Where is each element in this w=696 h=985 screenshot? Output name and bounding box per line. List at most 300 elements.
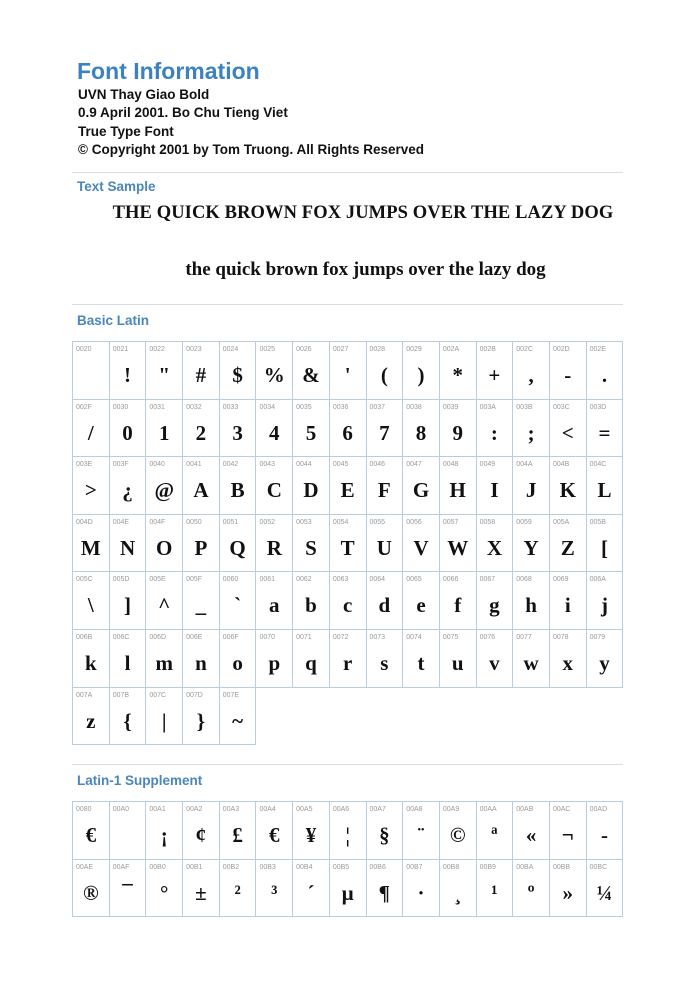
codepoint-label: 0080 — [76, 806, 92, 813]
codepoint-label: 00B6 — [369, 863, 386, 871]
glyph-cell — [477, 400, 514, 458]
glyph: - — [564, 363, 572, 387]
codepoint-label: 003A — [479, 403, 496, 411]
glyph: ° — [160, 880, 169, 905]
glyph: ± — [195, 880, 207, 905]
codepoint-label: 00AA — [479, 806, 497, 813]
divider — [72, 172, 623, 173]
glyph-cell — [440, 860, 477, 918]
glyph-cell — [330, 802, 367, 860]
glyph: ¸ — [454, 880, 462, 905]
codepoint-label: 0031 — [149, 403, 165, 411]
codepoint-label: 002E — [589, 346, 606, 353]
glyph-cell — [477, 342, 514, 400]
sample-uppercase: THE QUICK BROWN FOX JUMPS OVER THE LAZY DOG — [112, 203, 614, 223]
glyph: 8 — [415, 420, 427, 445]
codepoint-label: 0078 — [552, 633, 569, 641]
glyph-cell — [587, 342, 624, 400]
section-title-basic-latin: Basic Latin — [77, 313, 150, 328]
glyph: 7 — [379, 420, 390, 445]
codepoint-label: 0046 — [369, 461, 386, 469]
codepoint-label: 0069 — [552, 576, 569, 584]
codepoint-label: 006D — [149, 633, 167, 641]
glyph: " — [158, 363, 171, 387]
glyph-cell — [110, 688, 147, 746]
glyph-cell — [587, 802, 624, 860]
glyph-cell — [146, 457, 183, 515]
glyph: > — [84, 478, 97, 503]
codepoint-label: 005B — [589, 518, 606, 526]
glyph: E — [340, 478, 355, 503]
glyph: w — [523, 650, 539, 675]
codepoint-label: 0028 — [369, 346, 386, 353]
glyph-cell — [73, 572, 110, 630]
glyph: 4 — [269, 420, 280, 445]
glyph-cell — [587, 572, 624, 630]
glyph: L — [597, 478, 612, 503]
glyph-cell — [220, 688, 257, 746]
glyph: ³ — [271, 880, 278, 905]
glyph-cell — [183, 342, 220, 400]
glyph: · — [417, 880, 425, 905]
glyph: . — [601, 363, 608, 387]
glyph: O — [156, 535, 173, 560]
glyph: V — [413, 535, 429, 560]
codepoint-label: 0064 — [369, 576, 386, 584]
glyph: r — [342, 650, 353, 675]
glyph-cell — [73, 515, 110, 573]
codepoint-label: 002A — [442, 346, 460, 353]
glyph: u — [451, 650, 464, 675]
sample-lowercase: the quick brown fox jumps over the lazy dog — [185, 259, 546, 280]
codepoint-label: 0059 — [516, 518, 532, 526]
glyph: c — [342, 593, 353, 618]
glyph-cell — [477, 515, 514, 573]
codepoint-label: 003E — [76, 461, 93, 469]
codepoint-label: 0047 — [406, 461, 422, 469]
glyph-cell — [256, 630, 293, 688]
font-type: True Type Font — [78, 124, 174, 139]
glyph-cell — [367, 400, 404, 458]
glyph: 6 — [342, 420, 353, 445]
glyph: i — [564, 593, 571, 618]
codepoint-label: 0036 — [332, 403, 349, 411]
glyph-cell — [73, 400, 110, 458]
glyph-cell — [403, 572, 440, 630]
codepoint-label: 0054 — [332, 518, 349, 526]
glyph-cell — [477, 630, 514, 688]
codepoint-label: 0020 — [76, 346, 92, 353]
glyph: ¦ — [345, 823, 350, 847]
glyph: ( — [380, 363, 388, 387]
glyph-cell — [110, 860, 147, 918]
codepoint-label: 0067 — [479, 576, 496, 584]
glyph: p — [268, 650, 281, 675]
codepoint-label: 00B7 — [406, 863, 423, 871]
glyph: ² — [234, 880, 241, 905]
glyph: 5 — [305, 420, 317, 445]
glyph: ! — [124, 363, 132, 387]
codepoint-label: 002F — [76, 403, 92, 411]
codepoint-label: 0075 — [442, 633, 459, 641]
glyph-cell — [183, 515, 220, 573]
codepoint-label: 0050 — [186, 518, 202, 526]
glyph-cell — [550, 400, 587, 458]
codepoint-label: 00AF — [112, 863, 130, 871]
codepoint-label: 0037 — [369, 403, 386, 411]
glyph-cell — [110, 630, 147, 688]
glyph-cell — [477, 860, 514, 918]
codepoint-label: 007B — [112, 691, 130, 699]
codepoint-label: 0026 — [296, 346, 312, 353]
codepoint-label: 00B3 — [259, 863, 276, 871]
codepoint-label: 006E — [186, 633, 203, 641]
codepoint-label: 0056 — [406, 518, 422, 526]
codepoint-label: 0057 — [442, 518, 459, 526]
codepoint-label: 00AE — [76, 863, 94, 871]
codepoint-label: 004D — [76, 518, 93, 526]
glyph: d — [378, 593, 391, 618]
codepoint-label: 00B1 — [186, 863, 203, 871]
glyph-cell — [73, 860, 110, 918]
glyph-cell — [110, 457, 147, 515]
glyph-cell — [110, 342, 147, 400]
codepoint-label: 004B — [552, 461, 570, 469]
glyph: M — [80, 535, 101, 560]
glyph-cell — [220, 400, 257, 458]
codepoint-label: 007E — [222, 691, 240, 699]
codepoint-label: 00A2 — [186, 806, 203, 813]
glyph-cell — [513, 400, 550, 458]
codepoint-label: 007D — [186, 691, 203, 699]
glyph: N — [119, 535, 136, 560]
glyph-cell — [440, 400, 477, 458]
codepoint-label: 0053 — [296, 518, 312, 526]
glyph-cell — [256, 572, 293, 630]
glyph: & — [302, 363, 320, 387]
glyph: H — [449, 478, 466, 503]
glyph-cell — [550, 860, 587, 918]
glyph-cell — [330, 515, 367, 573]
glyph-cell — [367, 630, 404, 688]
glyph: Y — [523, 535, 539, 560]
glyph: Q — [229, 535, 246, 560]
glyph: X — [486, 535, 502, 560]
glyph-cell — [550, 515, 587, 573]
glyph-cell — [440, 457, 477, 515]
glyph-cell — [513, 342, 550, 400]
codepoint-label: 005D — [112, 576, 130, 584]
page-title: Font Information — [77, 58, 260, 84]
glyph: ª — [491, 823, 498, 847]
glyph-cell — [183, 860, 220, 918]
codepoint-label: 006C — [112, 633, 130, 641]
font-name: UVN Thay Giao Bold — [78, 87, 210, 102]
glyph-cell — [220, 630, 257, 688]
glyph-cell — [367, 802, 404, 860]
glyph-cell — [183, 802, 220, 860]
codepoint-label: 005E — [149, 576, 166, 584]
codepoint-label: 00A4 — [259, 806, 276, 813]
codepoint-label: 00A7 — [369, 806, 386, 813]
glyph: © — [449, 823, 466, 847]
glyph: € — [85, 823, 97, 847]
codepoint-label: 0043 — [259, 461, 276, 469]
glyph-cell — [293, 400, 330, 458]
glyph-cell — [256, 515, 293, 573]
codepoint-label: 0039 — [442, 403, 459, 411]
codepoint-label: 0065 — [406, 576, 422, 584]
glyph: D — [303, 478, 319, 503]
glyph-cell — [110, 400, 147, 458]
glyph-cell — [183, 400, 220, 458]
glyph-cell — [73, 457, 110, 515]
codepoint-label: 00B0 — [149, 863, 166, 871]
glyph: 2 — [195, 420, 207, 445]
codepoint-label: 003D — [589, 403, 607, 411]
codepoint-label: 0021 — [112, 346, 129, 353]
glyph-cell — [477, 802, 514, 860]
glyph: + — [488, 363, 501, 387]
glyph-cell — [146, 630, 183, 688]
glyph: B — [230, 478, 245, 503]
glyph: h — [525, 593, 537, 618]
glyph-cell — [220, 342, 257, 400]
codepoint-label: 0073 — [369, 633, 386, 641]
copyright: © Copyright 2001 by Tom Truong. All Rights Reserved — [78, 142, 425, 157]
glyph-cell — [293, 515, 330, 573]
codepoint-label: 006F — [222, 633, 239, 641]
glyph: e — [416, 593, 426, 618]
codepoint-label: 00A3 — [222, 806, 240, 813]
codepoint-label: 003C — [552, 403, 570, 411]
glyph: t — [417, 650, 425, 675]
codepoint-label: 0024 — [222, 346, 239, 353]
glyph: 1 — [158, 420, 170, 445]
glyph: | — [161, 708, 167, 733]
glyph: I — [490, 478, 499, 503]
codepoint-label: 0070 — [259, 633, 276, 641]
glyph: º — [527, 880, 535, 905]
codepoint-label: 005A — [552, 518, 570, 526]
codepoint-label: 0035 — [296, 403, 312, 411]
glyph: $ — [232, 363, 243, 387]
codepoint-label: 0052 — [259, 518, 276, 526]
codepoint-label: 007A — [76, 691, 93, 699]
glyph: ¢ — [195, 823, 207, 847]
glyph-cell — [146, 860, 183, 918]
codepoint-label: 0038 — [406, 403, 422, 411]
glyph-cell — [146, 572, 183, 630]
codepoint-label: 00BC — [589, 863, 608, 871]
codepoint-label: 0032 — [186, 403, 202, 411]
glyph: ¡ — [160, 823, 168, 847]
glyph-cell — [513, 572, 550, 630]
codepoint-label: 00AB — [516, 806, 534, 813]
glyph: j — [600, 593, 608, 618]
glyph-cell — [403, 860, 440, 918]
codepoint-label: 00A0 — [112, 806, 130, 813]
codepoint-label: 0063 — [332, 576, 349, 584]
codepoint-label: 00A5 — [296, 806, 313, 813]
codepoint-label: 00B9 — [479, 863, 496, 871]
glyph: a — [269, 593, 280, 618]
glyph: C — [266, 478, 282, 503]
glyph: [ — [600, 535, 608, 560]
glyph: R — [266, 535, 282, 560]
glyph-cell — [550, 802, 587, 860]
glyph: § — [379, 823, 390, 847]
glyph-cell — [293, 572, 330, 630]
glyph-cell — [256, 457, 293, 515]
glyph-cell — [477, 457, 514, 515]
glyph: A — [193, 478, 209, 503]
glyph: s — [380, 650, 389, 675]
divider — [72, 764, 623, 765]
glyph: _ — [195, 593, 207, 618]
glyph-cell — [330, 572, 367, 630]
codepoint-label: 005C — [76, 576, 93, 584]
glyph-cell — [183, 630, 220, 688]
codepoint-label: 00AC — [552, 806, 571, 813]
glyph-cell — [110, 802, 147, 860]
glyph-cell — [403, 400, 440, 458]
codepoint-label: 00BA — [516, 863, 534, 871]
codepoint-label: 0040 — [149, 461, 165, 469]
codepoint-label: 007C — [149, 691, 167, 699]
codepoint-label: 002B — [479, 346, 496, 353]
glyph: € — [269, 823, 280, 847]
codepoint-label: 00BB — [552, 863, 571, 871]
glyph-cell — [183, 457, 220, 515]
glyph: µ — [341, 880, 354, 905]
glyph: z — [86, 708, 96, 733]
glyph: y — [599, 650, 610, 675]
glyph: b — [305, 593, 317, 618]
glyph: # — [195, 363, 207, 387]
codepoint-label: 0072 — [332, 633, 349, 641]
character-grid-basic-latin — [72, 341, 623, 745]
glyph-cell — [513, 630, 550, 688]
glyph-cell — [367, 860, 404, 918]
glyph: = — [598, 420, 611, 445]
codepoint-label: 0045 — [332, 461, 349, 469]
glyph-cell — [220, 802, 257, 860]
glyph: W — [447, 535, 469, 560]
codepoint-label: 0033 — [222, 403, 239, 411]
codepoint-label: 0030 — [112, 403, 129, 411]
codepoint-label: 0034 — [259, 403, 276, 411]
glyph: { — [123, 708, 132, 733]
glyph: ' — [344, 363, 351, 387]
codepoint-label: 0058 — [479, 518, 496, 526]
section-title-text-sample: Text Sample — [77, 179, 156, 194]
codepoint-label: 00B2 — [222, 863, 240, 871]
glyph: F — [377, 478, 391, 503]
glyph-cell — [587, 630, 624, 688]
glyph-cell — [330, 400, 367, 458]
codepoint-label: 0060 — [222, 576, 239, 584]
codepoint-label: 0076 — [479, 633, 496, 641]
glyph-cell — [110, 572, 147, 630]
glyph-cell — [330, 457, 367, 515]
codepoint-label: 0074 — [406, 633, 422, 641]
glyph-cell — [403, 457, 440, 515]
glyph-cell — [550, 342, 587, 400]
glyph: T — [340, 535, 355, 560]
codepoint-label: 004E — [112, 518, 130, 526]
glyph-cell — [587, 860, 624, 918]
codepoint-label: 00A8 — [406, 806, 423, 813]
glyph: ¿ — [122, 478, 133, 503]
codepoint-label: 0029 — [406, 346, 422, 353]
font-version: 0.9 April 2001. Bo Chu Tieng Viet — [78, 105, 288, 120]
glyph: o — [232, 650, 243, 675]
glyph-cell — [293, 802, 330, 860]
codepoint-label: 0079 — [589, 633, 606, 641]
codepoint-label: 0077 — [516, 633, 532, 641]
codepoint-label: 003F — [112, 461, 129, 469]
codepoint-label: 0071 — [296, 633, 312, 641]
glyph-cell — [513, 802, 550, 860]
codepoint-label: 005F — [186, 576, 203, 584]
glyph-cell — [293, 630, 330, 688]
glyph-cell — [110, 515, 147, 573]
glyph-cell — [73, 688, 110, 746]
glyph: ¹ — [491, 880, 498, 905]
glyph: v — [489, 650, 500, 675]
glyph-cell — [73, 802, 110, 860]
glyph: G — [412, 478, 430, 503]
glyph-cell — [220, 860, 257, 918]
codepoint-label: 0049 — [479, 461, 496, 469]
glyph: ] — [124, 593, 132, 618]
glyph-cell — [256, 342, 293, 400]
glyph: \ — [87, 593, 94, 618]
glyph: » — [562, 880, 574, 905]
codepoint-label: 00AD — [589, 806, 608, 813]
glyph-cell — [550, 572, 587, 630]
glyph-cell — [183, 572, 220, 630]
glyph: S — [305, 535, 317, 560]
character-grid-latin1-supplement — [72, 801, 623, 917]
glyph: ` — [234, 593, 242, 618]
glyph: % — [263, 363, 285, 387]
glyph: ¥ — [305, 823, 317, 847]
glyph-cell — [477, 572, 514, 630]
glyph: K — [559, 478, 576, 503]
glyph-cell — [146, 400, 183, 458]
glyph-cell — [256, 400, 293, 458]
glyph: J — [525, 478, 537, 503]
glyph-cell — [513, 860, 550, 918]
glyph: ¨ — [417, 823, 425, 847]
glyph: g — [489, 593, 500, 618]
glyph-cell — [513, 515, 550, 573]
glyph-cell — [146, 515, 183, 573]
glyph: < — [561, 420, 574, 445]
codepoint-label: 0055 — [369, 518, 386, 526]
glyph-cell — [330, 630, 367, 688]
glyph: ) — [417, 363, 425, 387]
glyph-cell — [403, 342, 440, 400]
glyph-cell — [550, 630, 587, 688]
codepoint-label: 00A6 — [332, 806, 350, 813]
glyph-cell — [367, 515, 404, 573]
codepoint-label: 006A — [589, 576, 606, 584]
codepoint-label: 0025 — [259, 346, 276, 353]
codepoint-label: 0042 — [222, 461, 239, 469]
